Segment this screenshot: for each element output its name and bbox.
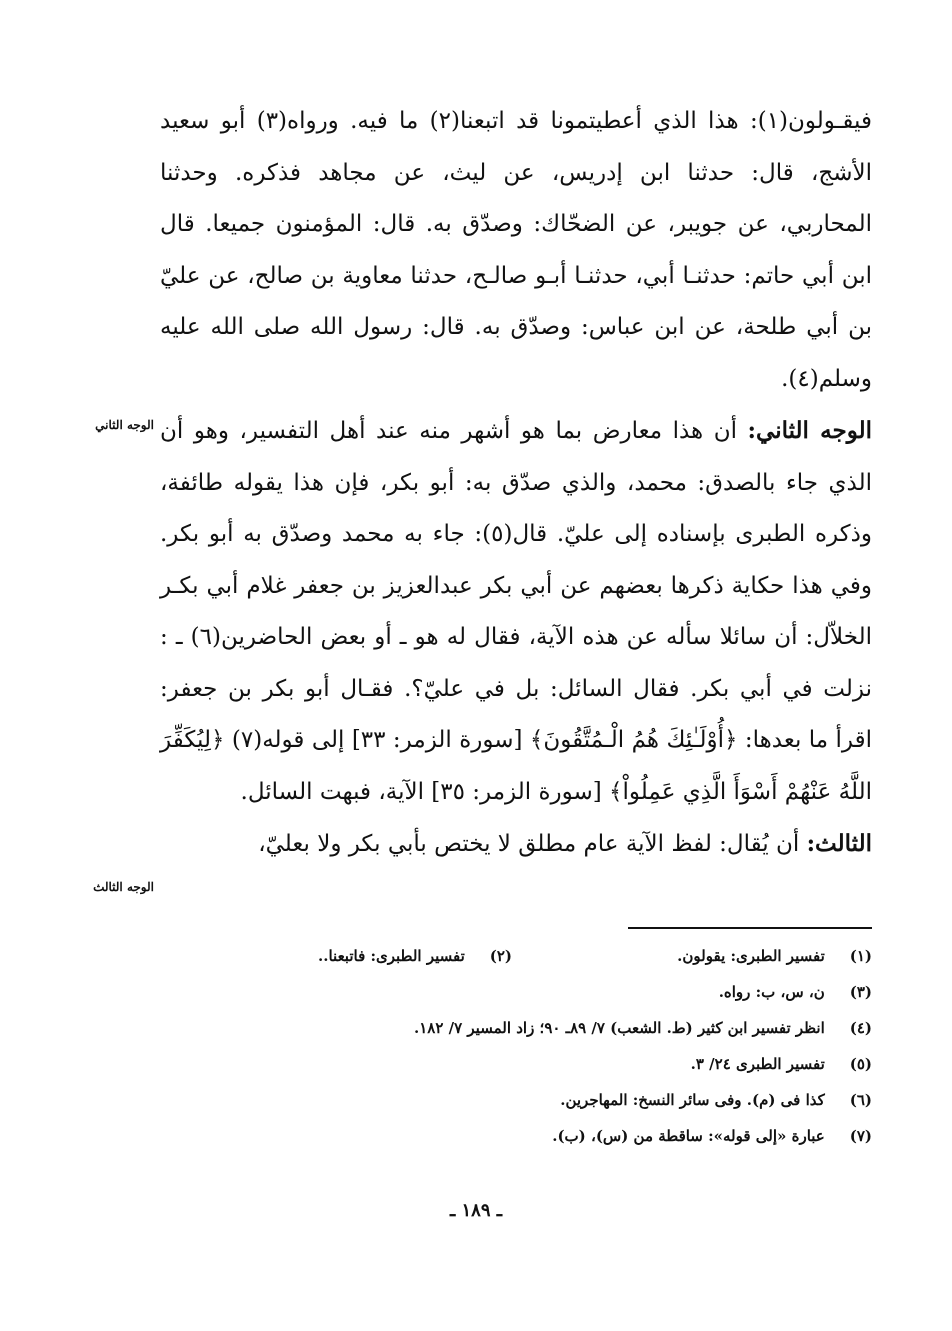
paragraph-text: أن يُقال: لفظ الآية عام مطلق لا يختص بأبي بكر ولا بعليّ، xyxy=(258,831,800,857)
paragraph-text: فيقـولون(١): هذا الذي أعطيتمونا قد اتبعنا(٢) ما فيه. ورواه(٣) أبو سعيد الأشج، قال: حدثنا ابن إدريس، عن ليث، عن مجاهد فذكره. وحدثنا المحاربي، عن جويبر، عن الضحّاك: وصدّق به. قال: المؤمنون جميعا. قال ابن أبي حاتم: حدثنـا أبي، حدثنـا أبـو صالـح، حدثنا معاوية بن صالح، عن عليّ بن أبي طلحة، عن ابن عباس: وصدّق به. قال: رسول الله صلى الله عليه وسلم(٤). xyxy=(160,108,872,392)
footnote-row xyxy=(240,1118,872,1154)
main-text xyxy=(160,96,872,871)
footnote-number: (٦) xyxy=(849,1091,872,1109)
footnote-divider xyxy=(628,927,872,929)
paragraph-3 xyxy=(160,818,872,871)
margin-note-second-aspect: الوجه الثاني xyxy=(95,418,154,432)
footnote-text: تفسير الطبرى ٢٤/ ٣. xyxy=(690,1055,825,1073)
margin-note-third-aspect: الوجه الثالث xyxy=(93,880,154,894)
footnote-number: (٧) xyxy=(849,1127,872,1145)
footnote-text: كذا فى (م). وفى سائر النسخ: المهاجرين. xyxy=(560,1091,825,1109)
footnote-row xyxy=(240,938,872,974)
footnote-number: (٢) xyxy=(489,947,512,965)
page-number: ـ ١٨٩ ـ xyxy=(449,1200,503,1221)
paragraph-1 xyxy=(160,96,872,405)
footnote-row xyxy=(240,1046,872,1082)
footnote-text: انظر تفسير ابن كثير (ط. الشعب) ٧/ ٨٩ـ ٩٠؛ زاد المسير ٧/ ١٨٢. xyxy=(414,1019,825,1037)
paragraph-2 xyxy=(160,405,872,818)
footnote-row xyxy=(240,1082,872,1118)
footnote-row xyxy=(240,1010,872,1046)
footnote-number: (٣) xyxy=(849,983,872,1001)
footnotes xyxy=(240,938,872,1154)
paragraph-lead: الوجه الثاني: xyxy=(747,417,873,444)
footnote-number: (٥) xyxy=(849,1055,872,1073)
paragraph-lead: الثالث: xyxy=(806,830,872,857)
footnote-row xyxy=(240,974,872,1010)
footnote-text: عبارة «إلى قوله»: ساقطة من (س)، (ب). xyxy=(552,1127,825,1145)
footnote-number: (٤) xyxy=(849,1019,872,1037)
footnote-text: تفسير الطبرى: فاتبعنا.. xyxy=(318,947,465,965)
footnote-text: تفسير الطبرى: يقولون. xyxy=(677,947,825,965)
footnote-text: ن، س، ب: رواه. xyxy=(718,983,825,1001)
footnote-number: (١) xyxy=(849,947,872,965)
paragraph-text: أن هذا معارض بما هو أشهر منه عند أهل التفسير، وهو أن الذي جاء بالصدق: محمد، والذي صدّق به: أبو بكر، فإن هذا يقوله طائفة، وذكره الطبرى بإسناده إلى عليّ. قال(٥): جاء به محمد وصدّق به أبو بكر. وفي هذا حكاية ذكرها بعضهم عن أبي بكر عبدالعزيز بن جعفر غلام أبي بكـر الخلاّل: أن سائلا سأله عن هذه الآية، فقال له هو ـ أو بعض الحاضرين(٦) ـ : نزلت في أبي بكر. فقال السائل: بل في عليّ؟. فقـال أبو بكر بن جعفر: اقرأ ما بعدها: ﴿أُوْلَـٰئِكَ هُمُ الْـمُتَّقُونَ﴾ [سورة الزمر: ٣٣] إلى قوله(٧) ﴿لِيُكَفِّرَ اللَّهُ عَنْهُمْ أَسْوَأَ الَّذِي عَمِلُواْ﴾ [سورة الزمر: ٣٥] الآية، فبهت السائل. xyxy=(160,418,872,805)
